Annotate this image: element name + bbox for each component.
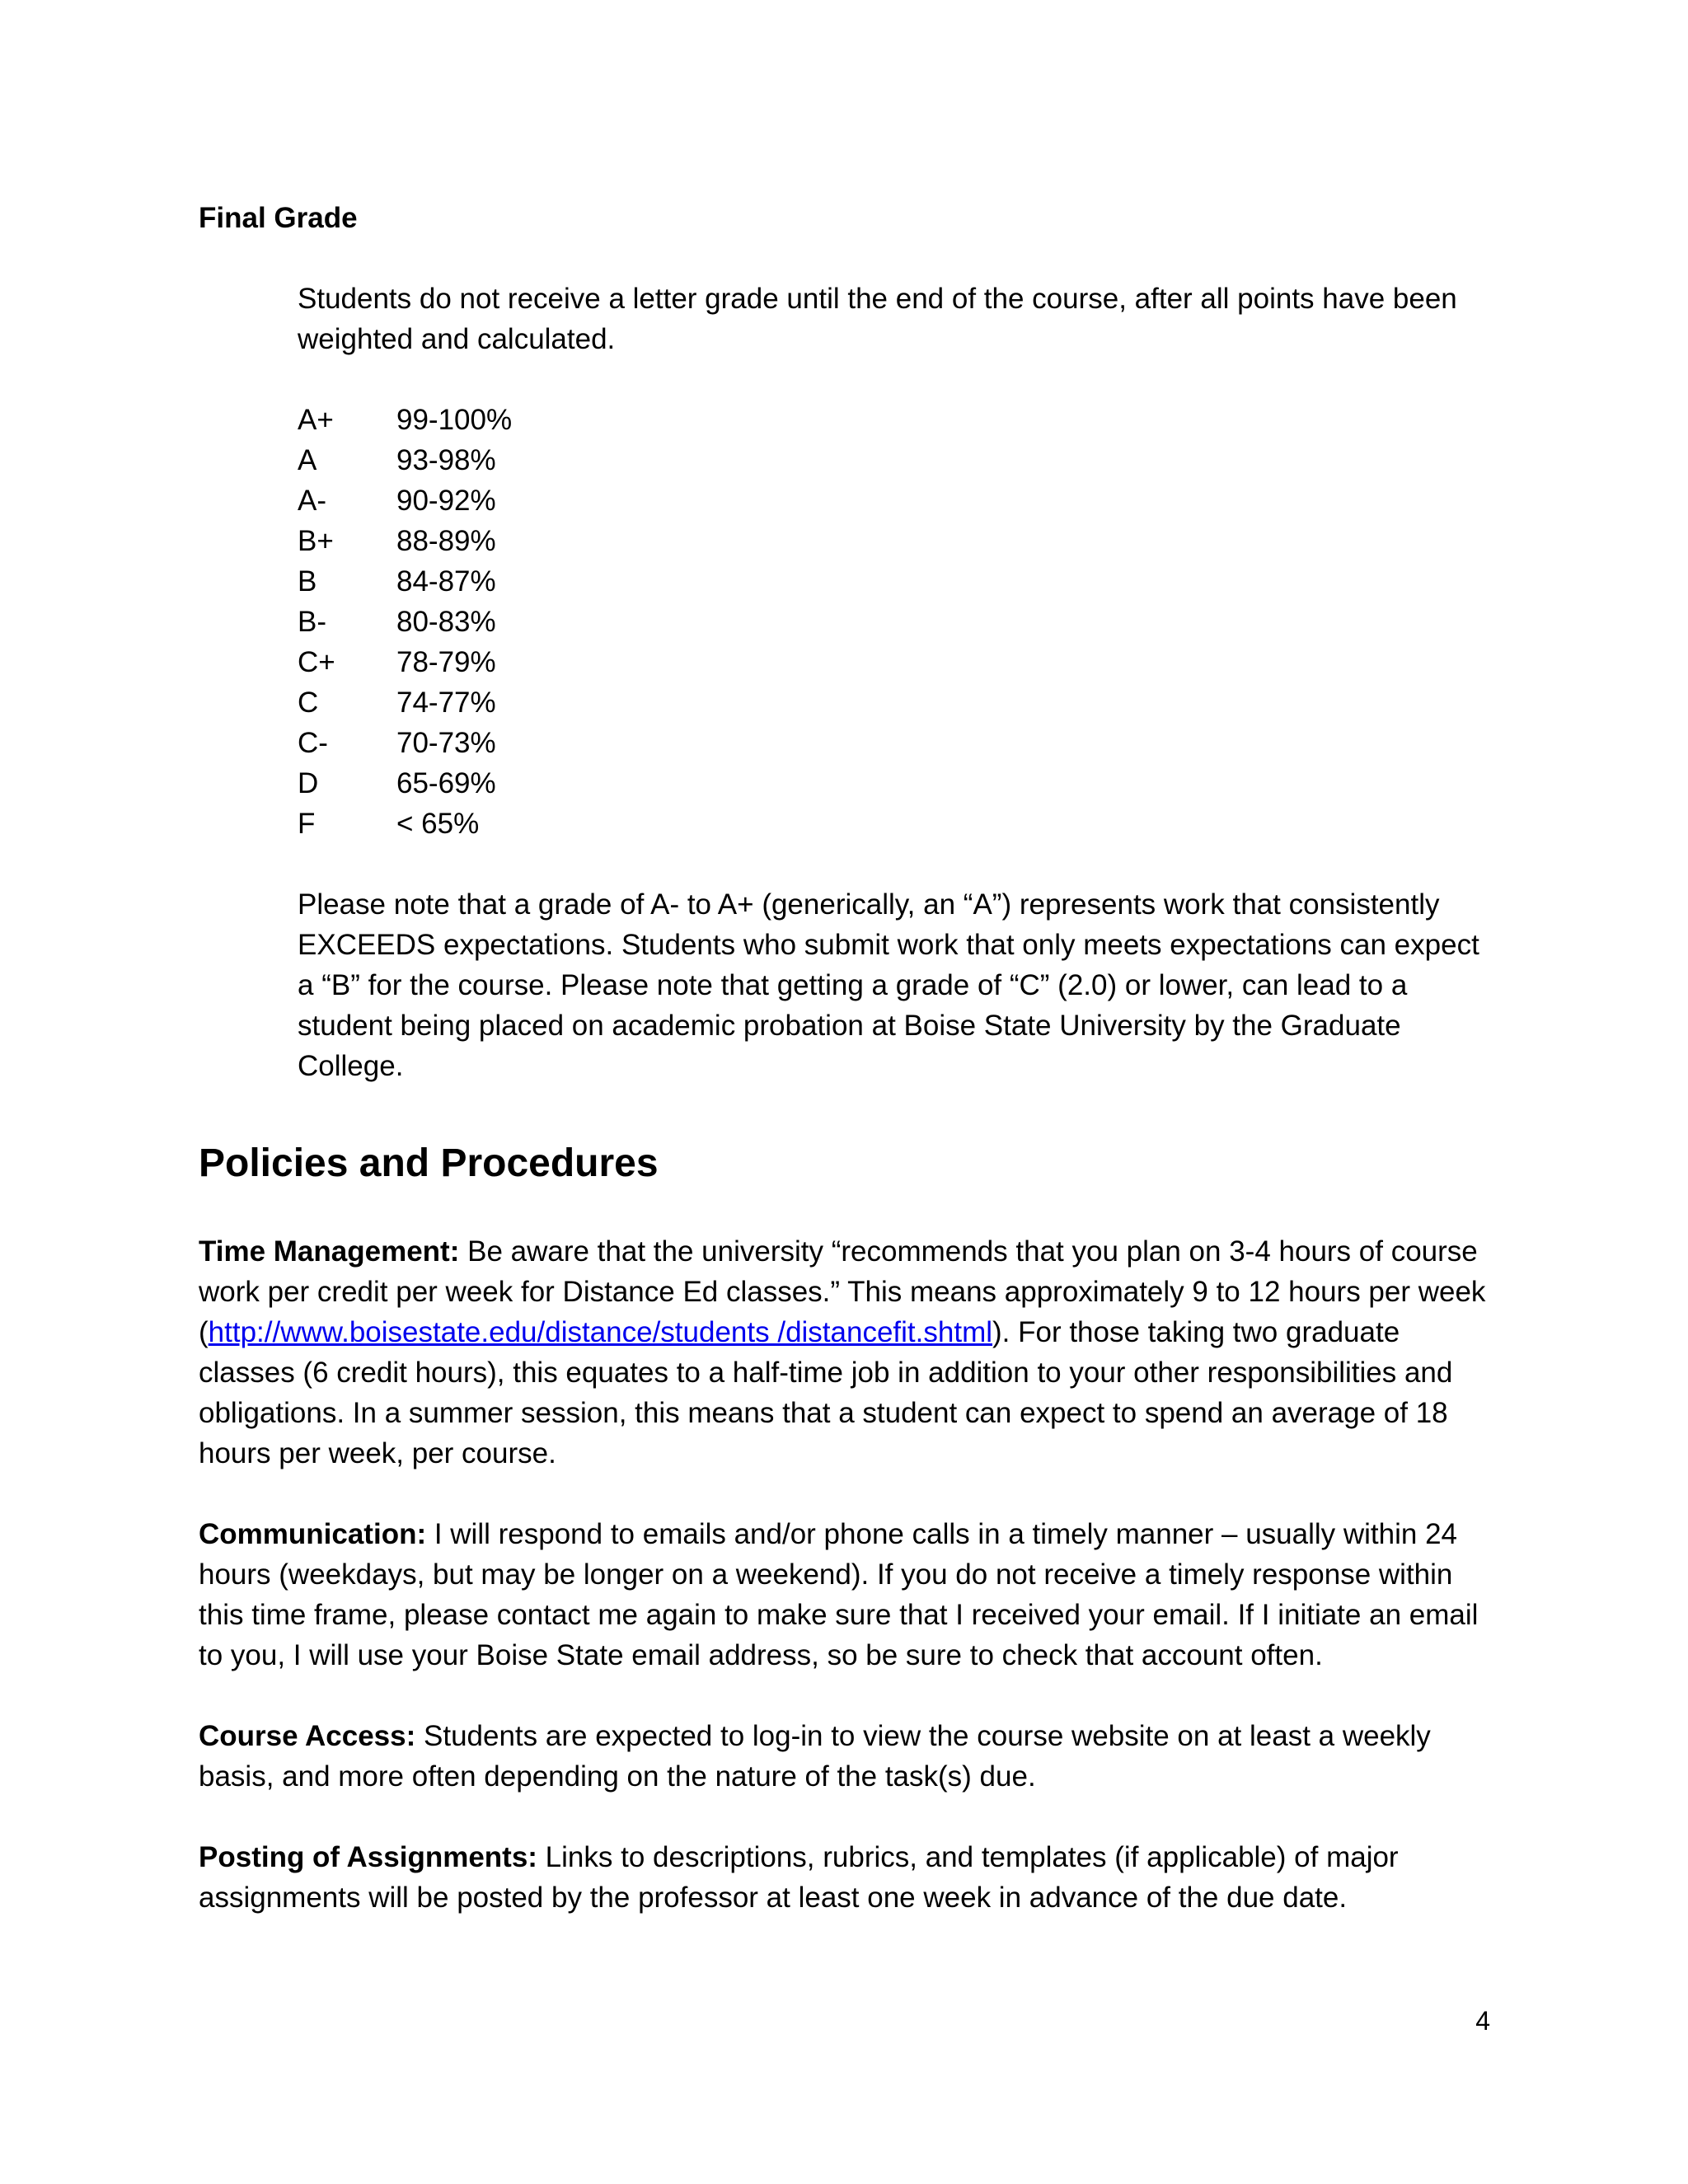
grade-range: 90-92% xyxy=(396,485,496,517)
grade-range: 99-100% xyxy=(396,404,513,436)
policy-time-management xyxy=(199,1231,1493,1474)
grade-letter: D xyxy=(298,767,319,799)
grade-scale-row xyxy=(298,521,512,561)
policy-text: ). For those taking two graduate classes (6 credit hours), this equates to a half-time job in addition to your other responsibilities and obligations. In a summer session, this means that a student can expect to spend an average of 18 hours per week, per course. xyxy=(199,1316,1453,1469)
grade-range: 78-79% xyxy=(396,646,496,678)
final-grade-intro: Students do not receive a letter grade until the end of the course, after all points have been weighted and calculated. xyxy=(298,283,1457,355)
policy-term: Time Management: xyxy=(199,1235,460,1268)
final-grade-label: Final Grade xyxy=(199,202,358,234)
grade-letter: B xyxy=(298,565,317,598)
policy-text: Links to descriptions, rubrics, and templates (if applicable) of major assignments will be posted by the professor at least one week in advance of the due date. xyxy=(199,1841,1399,1914)
policy-text: Be aware that the university “recommends that you plan on 3-4 hours of course work per credit per week for Distance Ed classes.” This means approximately 9 to 12 hours per week ( xyxy=(199,1235,1486,1348)
grade-scale-row xyxy=(298,723,512,763)
grade-scale-row xyxy=(298,561,512,602)
page-content xyxy=(199,198,1493,1918)
grade-range: 65-69% xyxy=(396,767,496,799)
grade-letter: B+ xyxy=(298,525,334,557)
policy-term: Posting of Assignments: xyxy=(199,1841,537,1873)
grade-letter: B- xyxy=(298,606,326,638)
grade-range: 70-73% xyxy=(396,727,496,759)
grade-letter: C xyxy=(298,687,319,719)
grade-note: Please note that a grade of A- to A+ (generically, an “A”) represents work that consistently EXCEEDS expectations. Students who submit work that only meets expectations can expect a “B” for the course. Please note that getting a grade of “C” (2.0) or lower, can lead to a student being placed on academic probation at Boise State University by the Graduate College. xyxy=(298,888,1479,1082)
policy-term: Communication: xyxy=(199,1518,427,1550)
grade-scale-row xyxy=(298,763,512,804)
grade-range: 74-77% xyxy=(396,687,496,719)
grade-range: 88-89% xyxy=(396,525,496,557)
grade-scale-table xyxy=(298,400,512,844)
grade-range: 93-98% xyxy=(396,444,496,476)
grade-letter: F xyxy=(298,808,316,840)
grade-range: 80-83% xyxy=(396,606,496,638)
final-grade-body xyxy=(298,279,1493,1086)
policy-posting-of-assignments xyxy=(199,1837,1493,1918)
distancefit-link[interactable]: http://www.boisestate.edu/distance/students /distancefit.shtml xyxy=(208,1316,992,1348)
grade-scale-row xyxy=(298,440,512,480)
grade-scale-row xyxy=(298,804,512,844)
page-number: 4 xyxy=(1475,2006,1490,2036)
grade-letter: C+ xyxy=(298,646,335,678)
grade-range: 84-87% xyxy=(396,565,496,598)
grade-letter: A+ xyxy=(298,404,334,436)
grade-scale-row xyxy=(298,602,512,642)
grade-letter: A xyxy=(298,444,317,476)
policy-communication xyxy=(199,1514,1493,1675)
policy-term: Course Access: xyxy=(199,1720,416,1752)
grade-letter: C- xyxy=(298,727,328,759)
grade-range: < 65% xyxy=(396,808,480,840)
policies-heading: Policies and Procedures xyxy=(199,1141,659,1185)
grade-scale-row xyxy=(298,642,512,682)
grade-scale-row xyxy=(298,480,512,521)
policy-course-access xyxy=(199,1716,1493,1797)
policy-text: Students are expected to log-in to view the course website on at least a weekly basis, and more often depending on the nature of the task(s) due. xyxy=(199,1720,1431,1793)
grade-scale-row xyxy=(298,400,512,440)
grade-scale-row xyxy=(298,682,512,723)
grade-letter: A- xyxy=(298,485,326,517)
policy-text: I will respond to emails and/or phone calls in a timely manner – usually within 24 hours (weekdays, but may be longer on a weekend). If you do not receive a timely response within this time frame, please contact me again to make sure that I received your email. If I initiate an email to you, I will use your Boise State email address, so be sure to check that account often. xyxy=(199,1518,1479,1671)
